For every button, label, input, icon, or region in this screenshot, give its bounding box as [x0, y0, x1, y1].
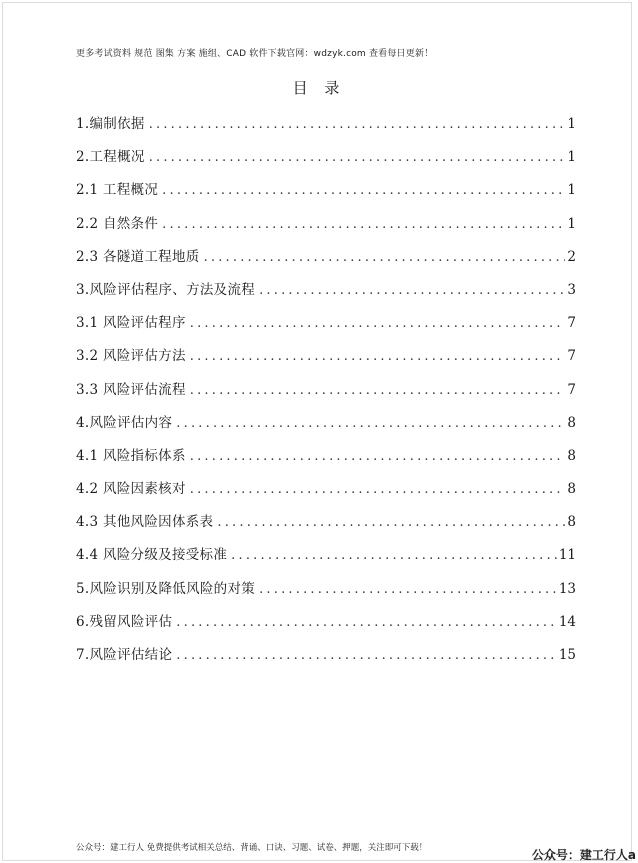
toc-entry-page-number: 8 [567, 447, 576, 464]
header-banner: 更多考试资料 规范 图集 方案 施组、CAD 软件下载官网：wdzyk.com 查看每日更新！ [76, 49, 434, 59]
toc-entry-label: 7.风险评估结论 [76, 647, 173, 663]
toc-entry-label: 4.2 风险因素核对 [76, 481, 186, 498]
toc-entry-page-number: 7 [567, 348, 576, 365]
toc-entry-page-number: 3 [567, 281, 576, 298]
toc-entry-page-number: 13 [558, 580, 576, 597]
toc-entry-label: 4.3 其他风险因体系表 [76, 514, 214, 531]
toc-dot-leader [190, 381, 566, 401]
toc-entry-page-number: 1 [567, 149, 576, 166]
toc-entry[interactable] [76, 413, 576, 446]
toc-entry-page-number: 1 [567, 182, 576, 199]
toc-entry-page-number: 7 [567, 315, 576, 332]
toc-entry-label: 2.1 工程概况 [76, 182, 159, 199]
toc-entry[interactable] [76, 545, 576, 578]
footer-banner: 公众号：建工行人 免费提供考试相关总结、背诵、口诀、习题、试卷、押题，关注即可下载！ [76, 843, 428, 853]
toc-entry-label: 5.风险识别及降低风险的对策 [76, 580, 256, 597]
toc-entry-page-number: 2 [567, 248, 576, 265]
toc-dot-leader [190, 347, 566, 367]
toc-dot-leader [149, 148, 566, 168]
toc-entry-label: 4.风险评估内容 [76, 414, 173, 431]
toc-dot-leader [190, 447, 566, 467]
toc-entry[interactable] [76, 579, 576, 612]
toc-entry-page-number: 8 [567, 481, 576, 498]
toc-entry-label: 4.4 风险分级及接受标准 [76, 547, 228, 564]
wechat-watermark: 公众号：建工行人a [531, 848, 636, 862]
toc-dot-leader [162, 181, 565, 201]
toc-title: 目 录 [292, 79, 346, 97]
toc-entry-page-number: 1 [567, 116, 576, 132]
toc-entry-label: 2.工程概况 [76, 149, 145, 166]
toc-entry-label: 2.3 各隧道工程地质 [76, 248, 200, 265]
toc-dot-leader [149, 115, 566, 135]
toc-dot-leader [190, 314, 566, 334]
toc-entry[interactable] [76, 214, 576, 247]
toc-dot-leader [162, 215, 565, 235]
toc-dot-leader [190, 480, 566, 500]
toc-entry-label: 6.残留风险评估 [76, 613, 173, 630]
toc-entry-label: 3.2 风险评估方法 [76, 348, 186, 365]
toc-entry[interactable] [76, 612, 576, 645]
toc-dot-leader [259, 580, 557, 600]
toc-entry-label: 4.1 风险指标体系 [76, 447, 186, 464]
toc-entry[interactable] [76, 313, 576, 346]
table-of-contents [76, 114, 576, 678]
toc-entry[interactable] [76, 247, 576, 280]
toc-dot-leader [259, 281, 565, 301]
toc-dot-leader [204, 248, 566, 268]
toc-entry[interactable] [76, 446, 576, 479]
toc-entry-label: 3.3 风险评估流程 [76, 381, 186, 398]
toc-entry[interactable] [76, 114, 576, 147]
toc-entry-page-number: 1 [567, 215, 576, 232]
toc-entry[interactable] [76, 346, 576, 379]
toc-entry-page-number: 14 [558, 613, 576, 630]
toc-dot-leader [176, 613, 557, 633]
toc-entry[interactable] [76, 645, 576, 678]
toc-entry[interactable] [76, 380, 576, 413]
toc-entry[interactable] [76, 512, 576, 545]
toc-entry-page-number: 8 [567, 414, 576, 431]
toc-entry-page-number: 11 [558, 547, 576, 564]
toc-entry-label: 3.风险评估程序、方法及流程 [76, 281, 256, 298]
toc-entry-page-number: 15 [558, 647, 576, 663]
toc-dot-leader [231, 546, 557, 566]
toc-entry[interactable] [76, 147, 576, 180]
toc-entry-label: 3.1 风险评估程序 [76, 315, 186, 332]
toc-entry[interactable] [76, 280, 576, 313]
toc-entry-label: 1.编制依据 [76, 116, 145, 132]
toc-entry-label: 2.2 自然条件 [76, 215, 159, 232]
toc-entry-page-number: 7 [567, 381, 576, 398]
toc-entry[interactable] [76, 180, 576, 213]
toc-dot-leader [176, 414, 565, 434]
toc-entry[interactable] [76, 479, 576, 512]
toc-dot-leader [176, 646, 557, 666]
toc-entry-page-number: 8 [567, 514, 576, 531]
toc-dot-leader [217, 513, 565, 533]
